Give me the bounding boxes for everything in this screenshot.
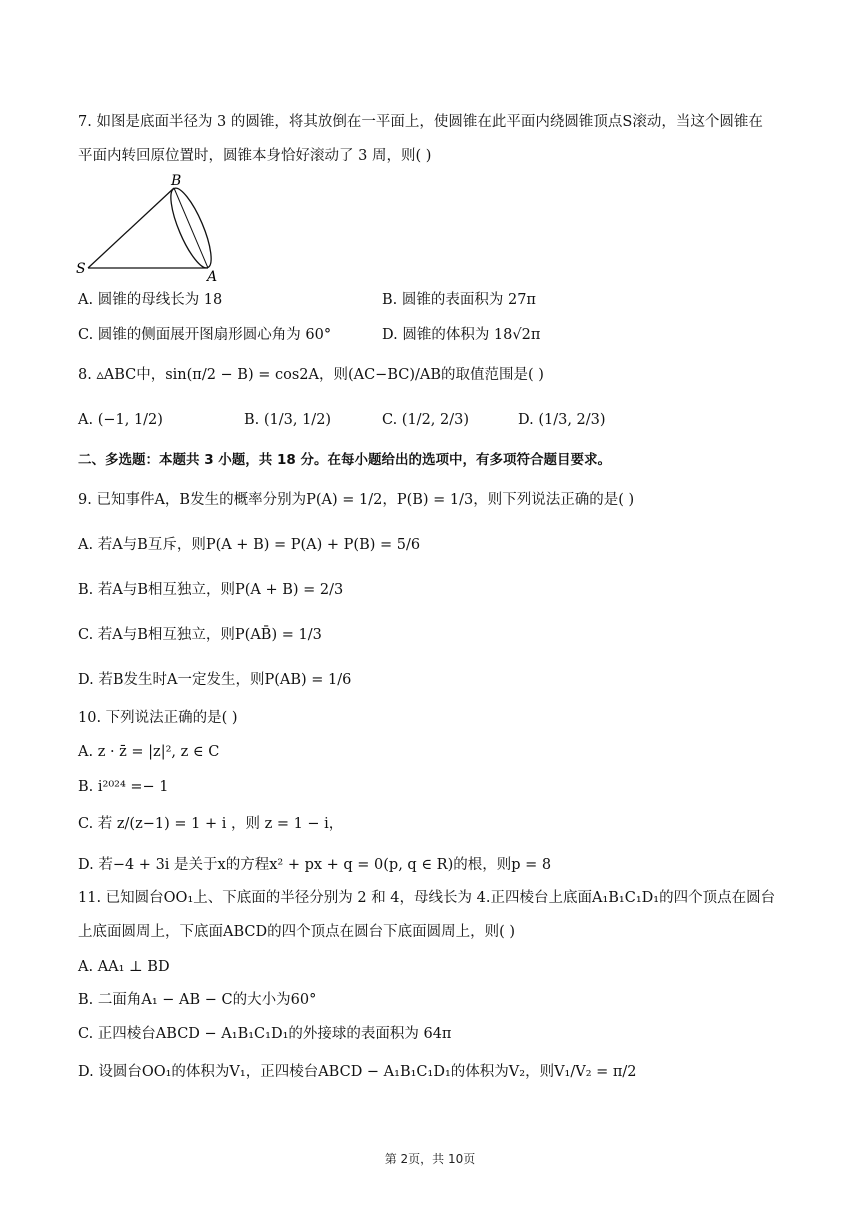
q9-option-b: B. 若A与B相互独立，则P(A + B) = 2/3 [78,582,344,598]
q7-stem-line1: 7. 如图是底面半径为 3 的圆锥，将其放倒在一平面上，使圆锥在此平面内绕圆锥顶点S滚动，当这个圆锥在 [78,114,763,130]
cone-edge-sb [88,188,174,268]
label-b: B [171,173,182,189]
cone-figure [74,172,224,284]
label-a: A [207,269,218,284]
q7-option-d: D. 圆锥的体积为 18√2π [382,327,541,343]
q10-option-b: B. i²⁰²⁴ =− 1 [78,779,169,795]
q9-option-c: C. 若A与B相互独立，则P(AB̄) = 1/3 [78,627,322,643]
q8-option-c: C. (1/2, 2/3) [382,412,469,428]
cone-diameter-ba [174,188,208,268]
q7-option-a: A. 圆锥的母线长为 18 [78,292,223,308]
q7-option-c: C. 圆锥的侧面展开图扇形圆心角为 60° [78,327,332,343]
q10-option-c: C. 若 z/(z−1) = 1 + i ，则 z = 1 − i， [78,816,344,832]
q7-stem-line2: 平面内转回原位置时，圆锥本身恰好滚动了 3 周，则( ) [78,148,432,164]
q11-option-d: D. 设圆台OO₁的体积为V₁，正四棱台ABCD − A₁B₁C₁D₁的体积为V₂，则V₁/V₂ = π/2 [78,1064,637,1080]
page-footer: 第 2页，共 10页 [384,1152,476,1166]
q9-stem: 9. 已知事件A，B发生的概率分别为P(A) = 1/2，P(B) = 1/3，则下列说法正确的是( ) [78,492,635,508]
q9-option-a: A. 若A与B互斥，则P(A + B) = P(A) + P(B) = 5/6 [78,537,421,553]
q8-option-a: A. (−1, 1/2) [78,412,163,428]
q11-stem-line1: 11. 已知圆台OO₁上、下底面的半径分别为 2 和 4，母线长为 4.正四棱台上底面A₁B₁C₁D₁的四个顶点在圆台 [78,890,776,906]
q11-stem-line2: 上底面圆周上，下底面ABCD的四个顶点在圆台下底面圆周上，则( ) [78,924,516,940]
q9-option-d: D. 若B发生时A一定发生，则P(AB) = 1/6 [78,672,352,688]
q8-stem: 8. ▵ABC中，sin(π/2 − B) = cos2A，则(AC−BC)/AB的取值范围是( ) [78,367,544,383]
q7-option-b: B. 圆锥的表面积为 27π [382,292,536,308]
q10-option-a: A. z · z̄ = |z|², z ∈ C [78,744,220,760]
q10-stem: 10. 下列说法正确的是( ) [78,710,238,726]
section-heading-multiple-choice: 二、多选题：本题共 3 小题，共 18 分。在每小题给出的选项中，有多项符合题目要求。 [78,452,611,468]
label-s: S [76,261,86,277]
q11-option-a: A. AA₁ ⊥ BD [78,959,170,975]
q8-option-d: D. (1/3, 2/3) [518,412,606,428]
q11-option-b: B. 二面角A₁ − AB − C的大小为60° [78,992,317,1008]
q10-option-d: D. 若−4 + 3i 是关于x的方程x² + px + q = 0(p, q ∈ R)的根，则p = 8 [78,857,552,873]
q8-option-b: B. (1/3, 1/2) [244,412,332,428]
q11-option-c: C. 正四棱台ABCD − A₁B₁C₁D₁的外接球的表面积为 64π [78,1026,452,1042]
